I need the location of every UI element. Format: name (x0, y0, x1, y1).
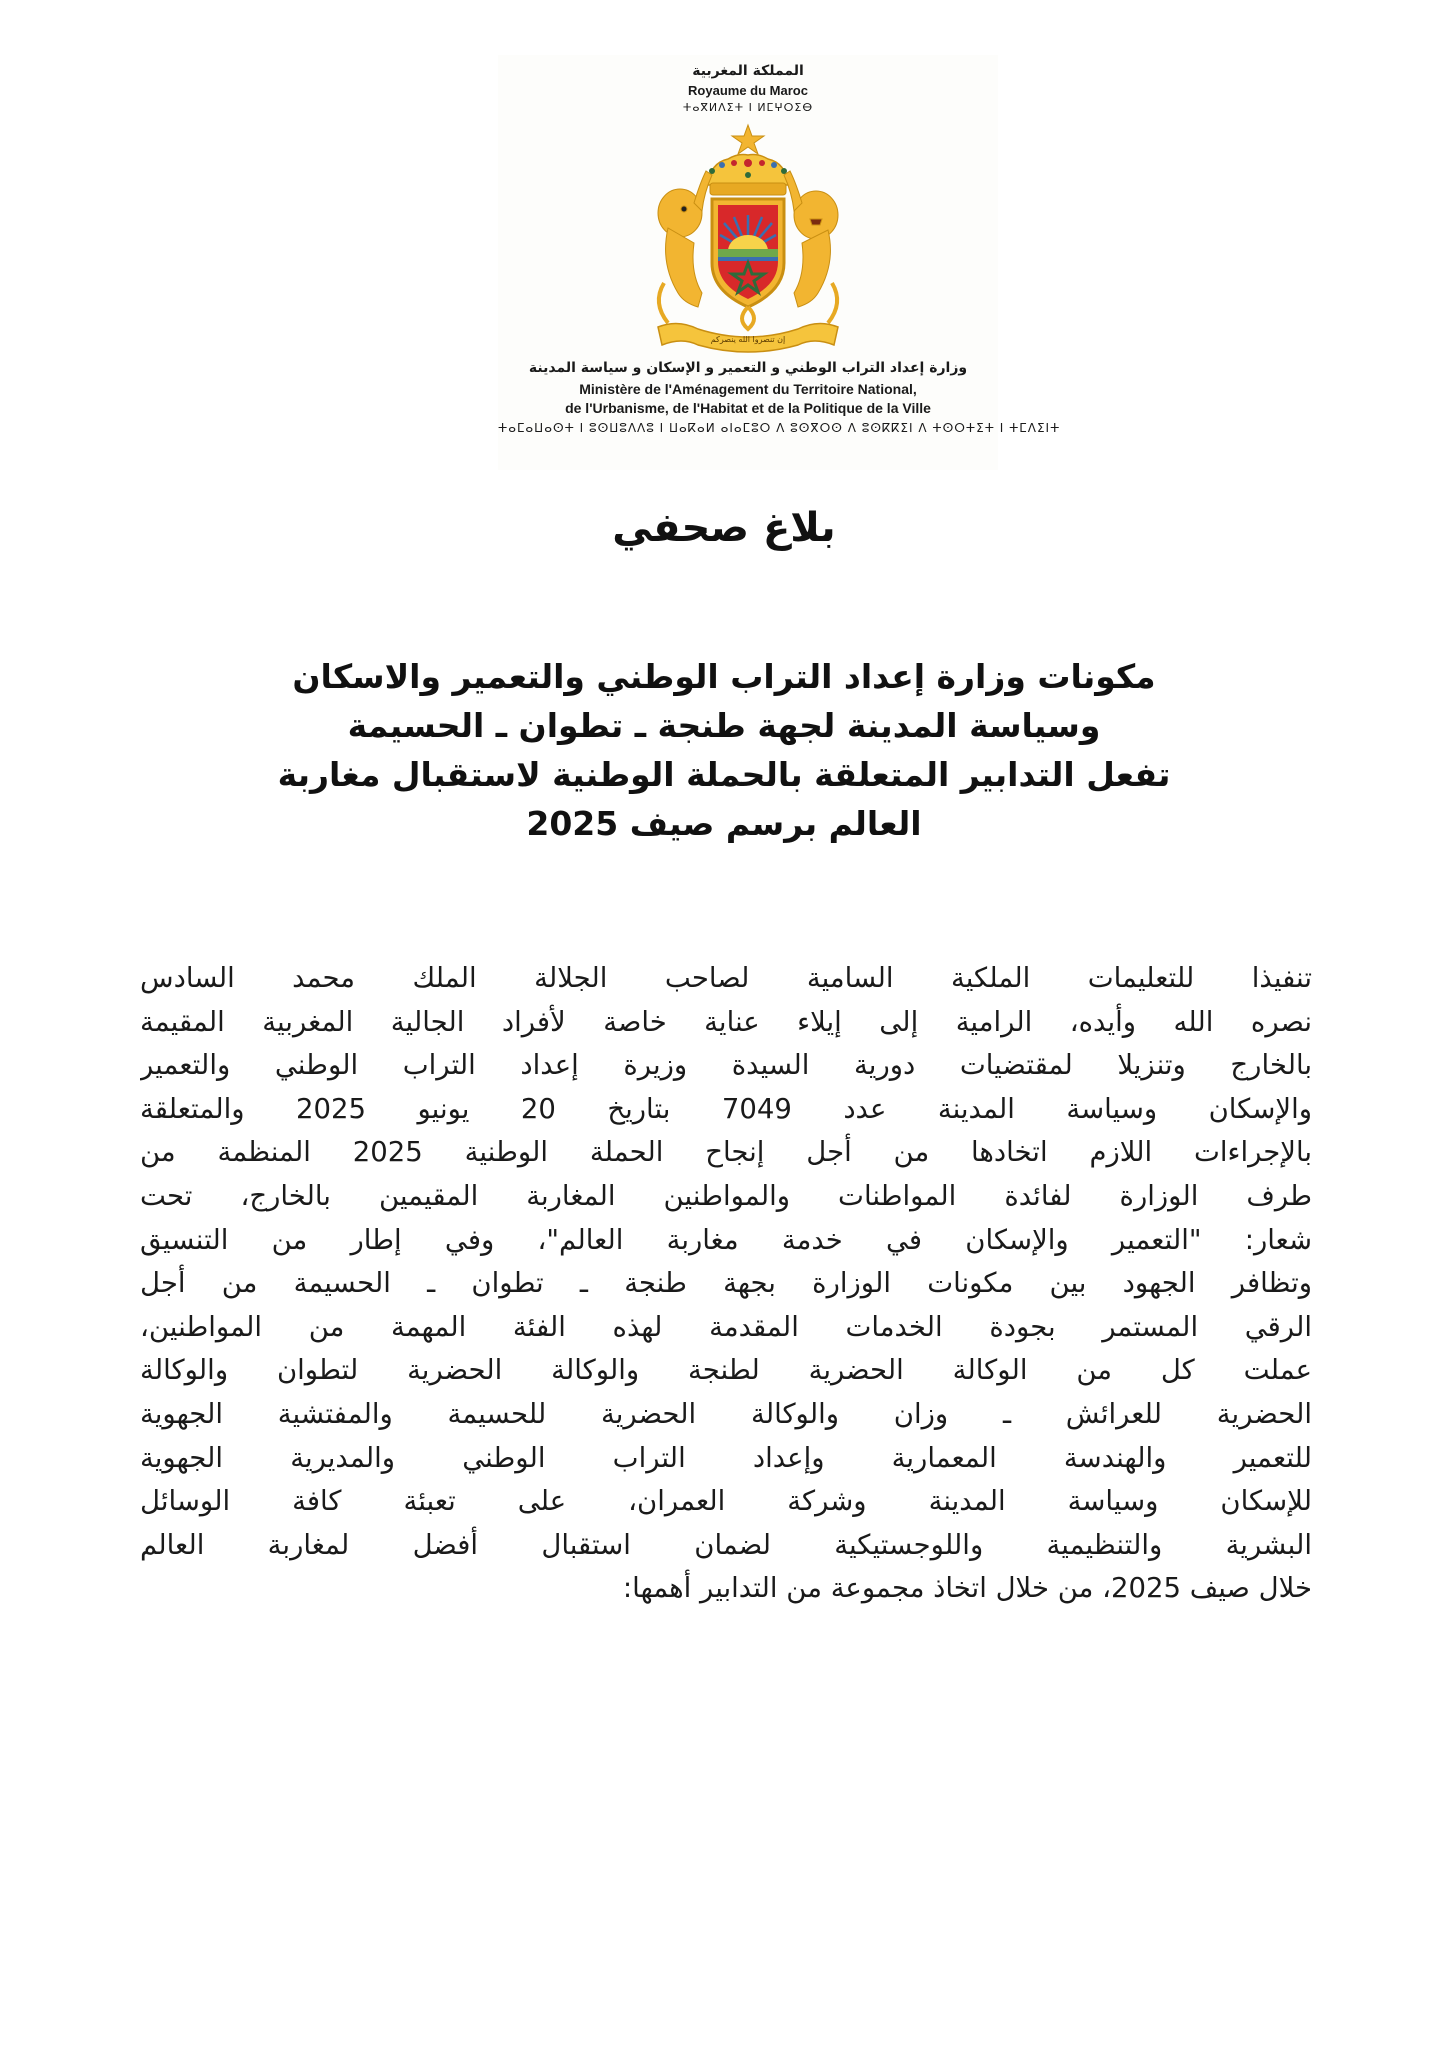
kingdom-name-arabic: المملكة المغربية (692, 63, 804, 79)
body-line: بالخارج وتنزيلا لمقتضيات دورية السيدة وزيرة إعداد التراب الوطني والتعمير (140, 1049, 1312, 1082)
body-line: تنفيذا للتعليمات الملكية السامية لصاحب الجلالة الملك محمد السادس (140, 962, 1312, 994)
document-body-paragraph (140, 957, 1312, 1611)
ministry-name-french-line1: Ministère de l'Aménagement du Territoire National, (579, 381, 917, 397)
subtitle-line: وسياسة المدينة لجهة طنجة ـ تطوان ـ الحسيمة (347, 706, 1101, 745)
kingdom-name-french: Royaume du Maroc (688, 83, 808, 98)
body-line: نصره الله وأيده، الرامية إلى إيلاء عناية خاصة لأفراد الجالية المغربية المقيمة (140, 1005, 1312, 1038)
crown-star (732, 125, 764, 154)
body-line: عملت كل من الوكالة الحضرية لطنجة والوكالة الحضرية لتطوان والوكالة (140, 1354, 1312, 1387)
document-heading: بلاغ صحفي (612, 505, 836, 551)
ministry-name-arabic: وزارة إعداد التراب الوطني و التعمير و الإسكان و سياسة المدينة (528, 360, 968, 376)
document-subtitle (150, 652, 1298, 848)
emblem-motto: إن تنصروا الله ينصركم (710, 335, 786, 344)
crown (708, 155, 788, 196)
coat-of-arms-icon (638, 123, 858, 353)
body-line: للإسكان وسياسة المدينة وشركة العمران، على تعبئة كافة الوسائل (140, 1485, 1312, 1518)
body-line: الرقي المستمر بجودة الخدمات المقدمة لهذه الفئة المهمة من المواطنين، (140, 1310, 1312, 1343)
body-line: شعار: "التعمير والإسكان في خدمة مغاربة العالم"، وفي إطار من التنسيق (140, 1223, 1312, 1256)
body-line: طرف الوزارة لفائدة المواطنات والمواطنين المغاربة المقيمين بالخارج، تحت (140, 1179, 1312, 1212)
subtitle-line: العالم برسم صيف 2025 (526, 804, 922, 843)
body-line: بالإجراءات اللازم اتخادها من أجل إنجاح الحملة الوطنية 2025 المنظمة من (140, 1136, 1312, 1169)
kingdom-name-tifinagh: ⵜⴰⴳⵍⴷⵉⵜ ⵏ ⵍⵎⵖⵔⵉⴱ (682, 101, 814, 114)
lion-left (658, 171, 712, 323)
body-line: خلال صيف 2025، من خلال اتخاذ مجموعة من التدابير أهمها: (622, 1572, 1312, 1605)
body-line: والإسكان وسياسة المدينة عدد 7049 بتاريخ 20 يونيو 2025 والمتعلقة (140, 1092, 1312, 1125)
subtitle-line: مكونات وزارة إعداد التراب الوطني والتعمير والاسكان (292, 657, 1156, 696)
subtitle-line: تفعل التدابير المتعلقة بالحملة الوطنية لاستقبال مغاربة (277, 755, 1171, 794)
ministry-name-tifinagh: ⵜⴰⵎⴰⵡⴰⵙⵜ ⵏ ⵓⵙⵡⵓⴷⴷⵓ ⵏ ⵡⴰⴽⴰⵍ ⴰⵏⴰⵎⵓⵔ ⴷ ⵓⵙⴳⵔⵙ ⴷ ⵓⵙⴽⴽⵉⵏ ⴷ ⵜⵙⵔⵜⵉⵜ ⵏ ⵜⵎⴷⵉⵏⵜ (498, 421, 1061, 435)
body-line: الحضرية للعرائش ـ وزان والوكالة الحضرية للحسيمة والمفتشية الجهوية (140, 1397, 1312, 1430)
shield (712, 199, 784, 307)
ministry-name-french-line2: de l'Urbanisme, de l'Habitat et de la Politique de la Ville (565, 400, 931, 416)
body-line: وتظافر الجهود بين مكونات الوزارة بجهة طنجة ـ تطوان ـ الحسيمة من أجل (140, 1267, 1312, 1300)
lion-right (784, 171, 838, 323)
body-line: البشرية والتنظيمية واللوجستيكية لضمان استقبال أفضل لمغاربة العالم (140, 1528, 1312, 1561)
body-line: للتعمير والهندسة المعمارية وإعداد التراب الوطني والمديرية الجهوية (140, 1441, 1312, 1474)
letterhead (498, 55, 1061, 470)
